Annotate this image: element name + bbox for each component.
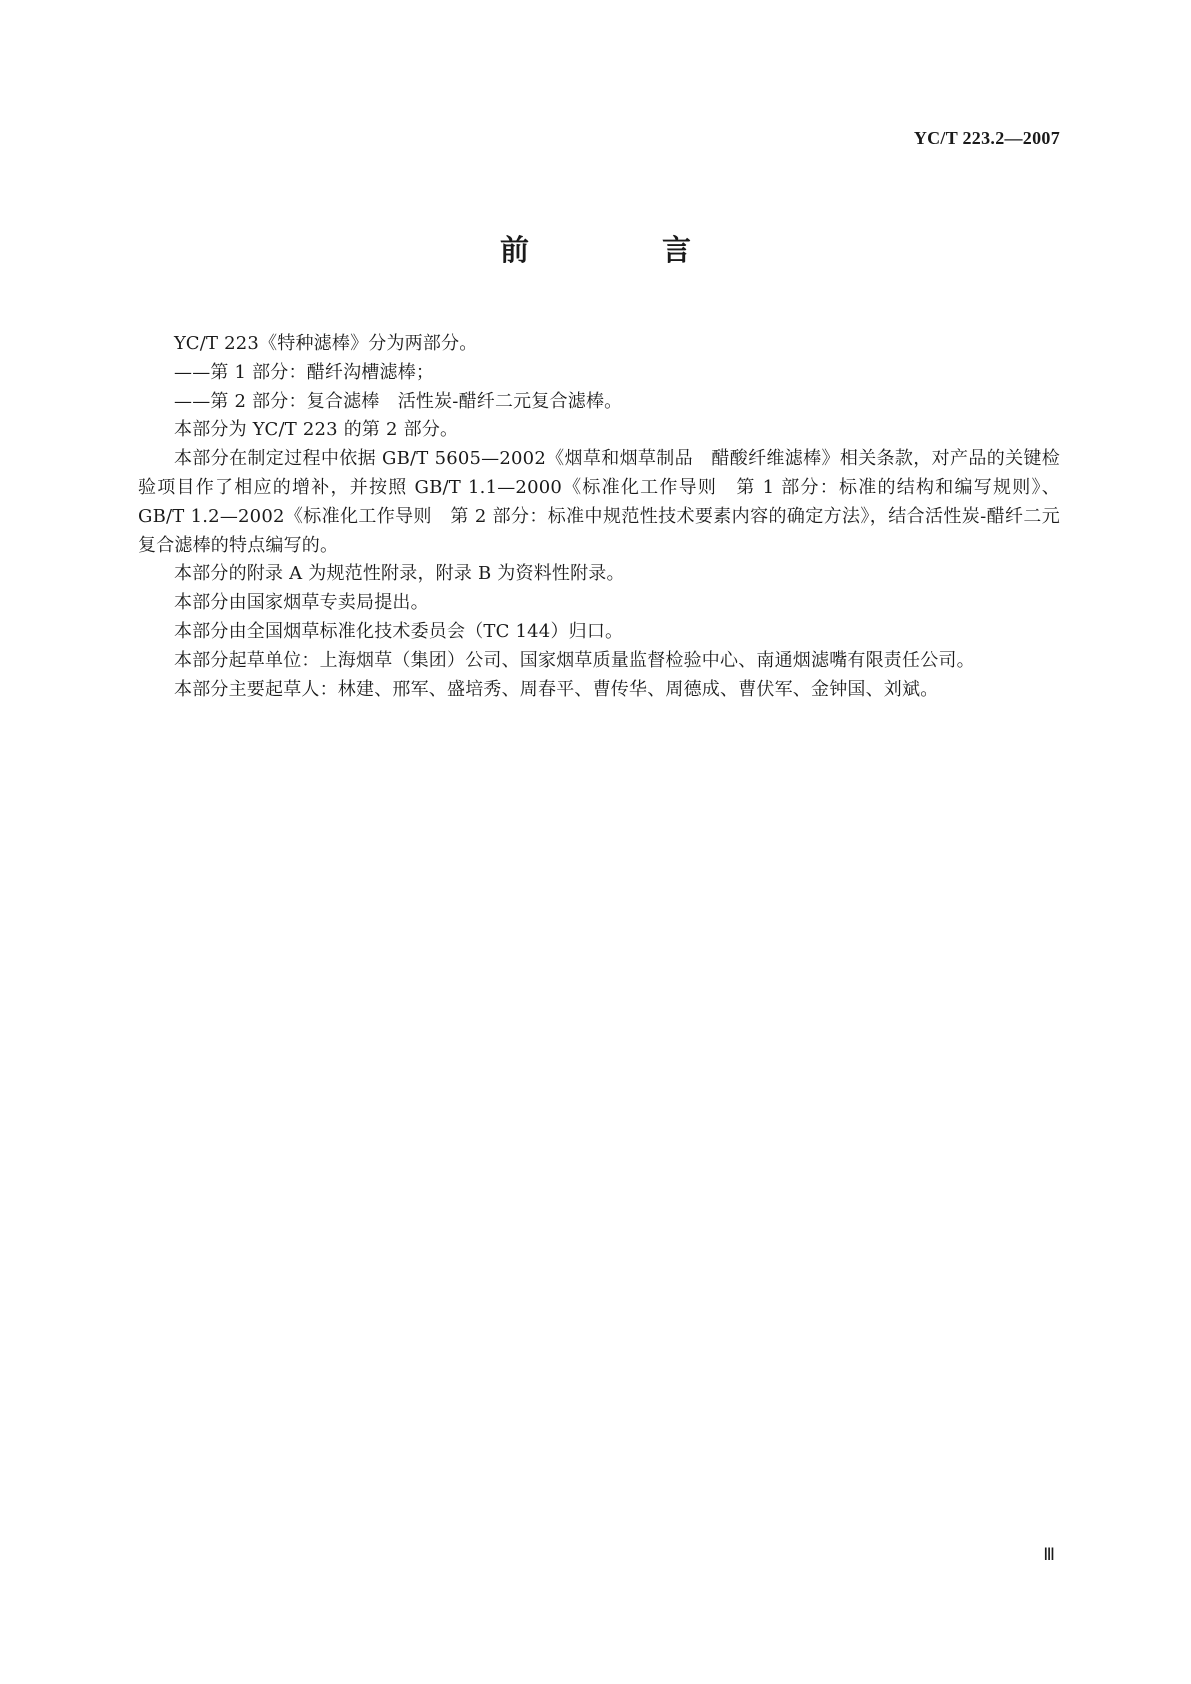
page-title: 前 言 <box>499 233 743 267</box>
paragraph-series-intro: YC/T 223《特种滤棒》分为两部分。 <box>174 333 478 354</box>
paragraph-technical-committee: 本部分由全国烟草标准化技术委员会（TC 144）归口。 <box>174 620 624 642</box>
foreword-body <box>138 330 1060 704</box>
document-code: YC/T 223.2—2007 <box>913 128 1060 148</box>
paragraph-drafters: 本部分主要起草人：林建、邢军、盛培秀、周春平、曹传华、周德成、曹伏军、金钟国、刘斌。 <box>174 678 939 700</box>
paragraph-part-2: ——第 2 部分：复合滤棒 活性炭-醋纤二元复合滤棒。 <box>174 390 623 412</box>
paragraph-annexes: 本部分的附录 A 为规范性附录，附录 B 为资料性附录。 <box>174 563 625 585</box>
page-number: Ⅲ <box>1043 1545 1055 1565</box>
paragraph-basis: 本部分在制定过程中依据 GB/T 5605—2002《烟草和烟草制品 醋酸纤维滤棒》相关条款，对产品的关键检验项目作了相应的增补，并按照 GB/T 1.1—2000《标准化工作导则 第 1 部分：标准的结构和编写规则》、GB/T 1.2—2002《标准化工作导则 第 2 部分：标准中规范性技术要素内容的确定方法》，结合活性炭-醋纤二元复合滤棒的特点编写的。 <box>138 448 1060 556</box>
paragraph-proposed-by: 本部分由国家烟草专卖局提出。 <box>174 592 429 614</box>
paragraph-this-part: 本部分为 YC/T 223 的第 2 部分。 <box>174 419 459 441</box>
paragraph-part-1: ——第 1 部分：醋纤沟槽滤棒； <box>174 361 435 383</box>
paragraph-drafting-units: 本部分起草单位：上海烟草（集团）公司、国家烟草质量监督检验中心、南通烟滤嘴有限责任公司。 <box>174 649 975 671</box>
